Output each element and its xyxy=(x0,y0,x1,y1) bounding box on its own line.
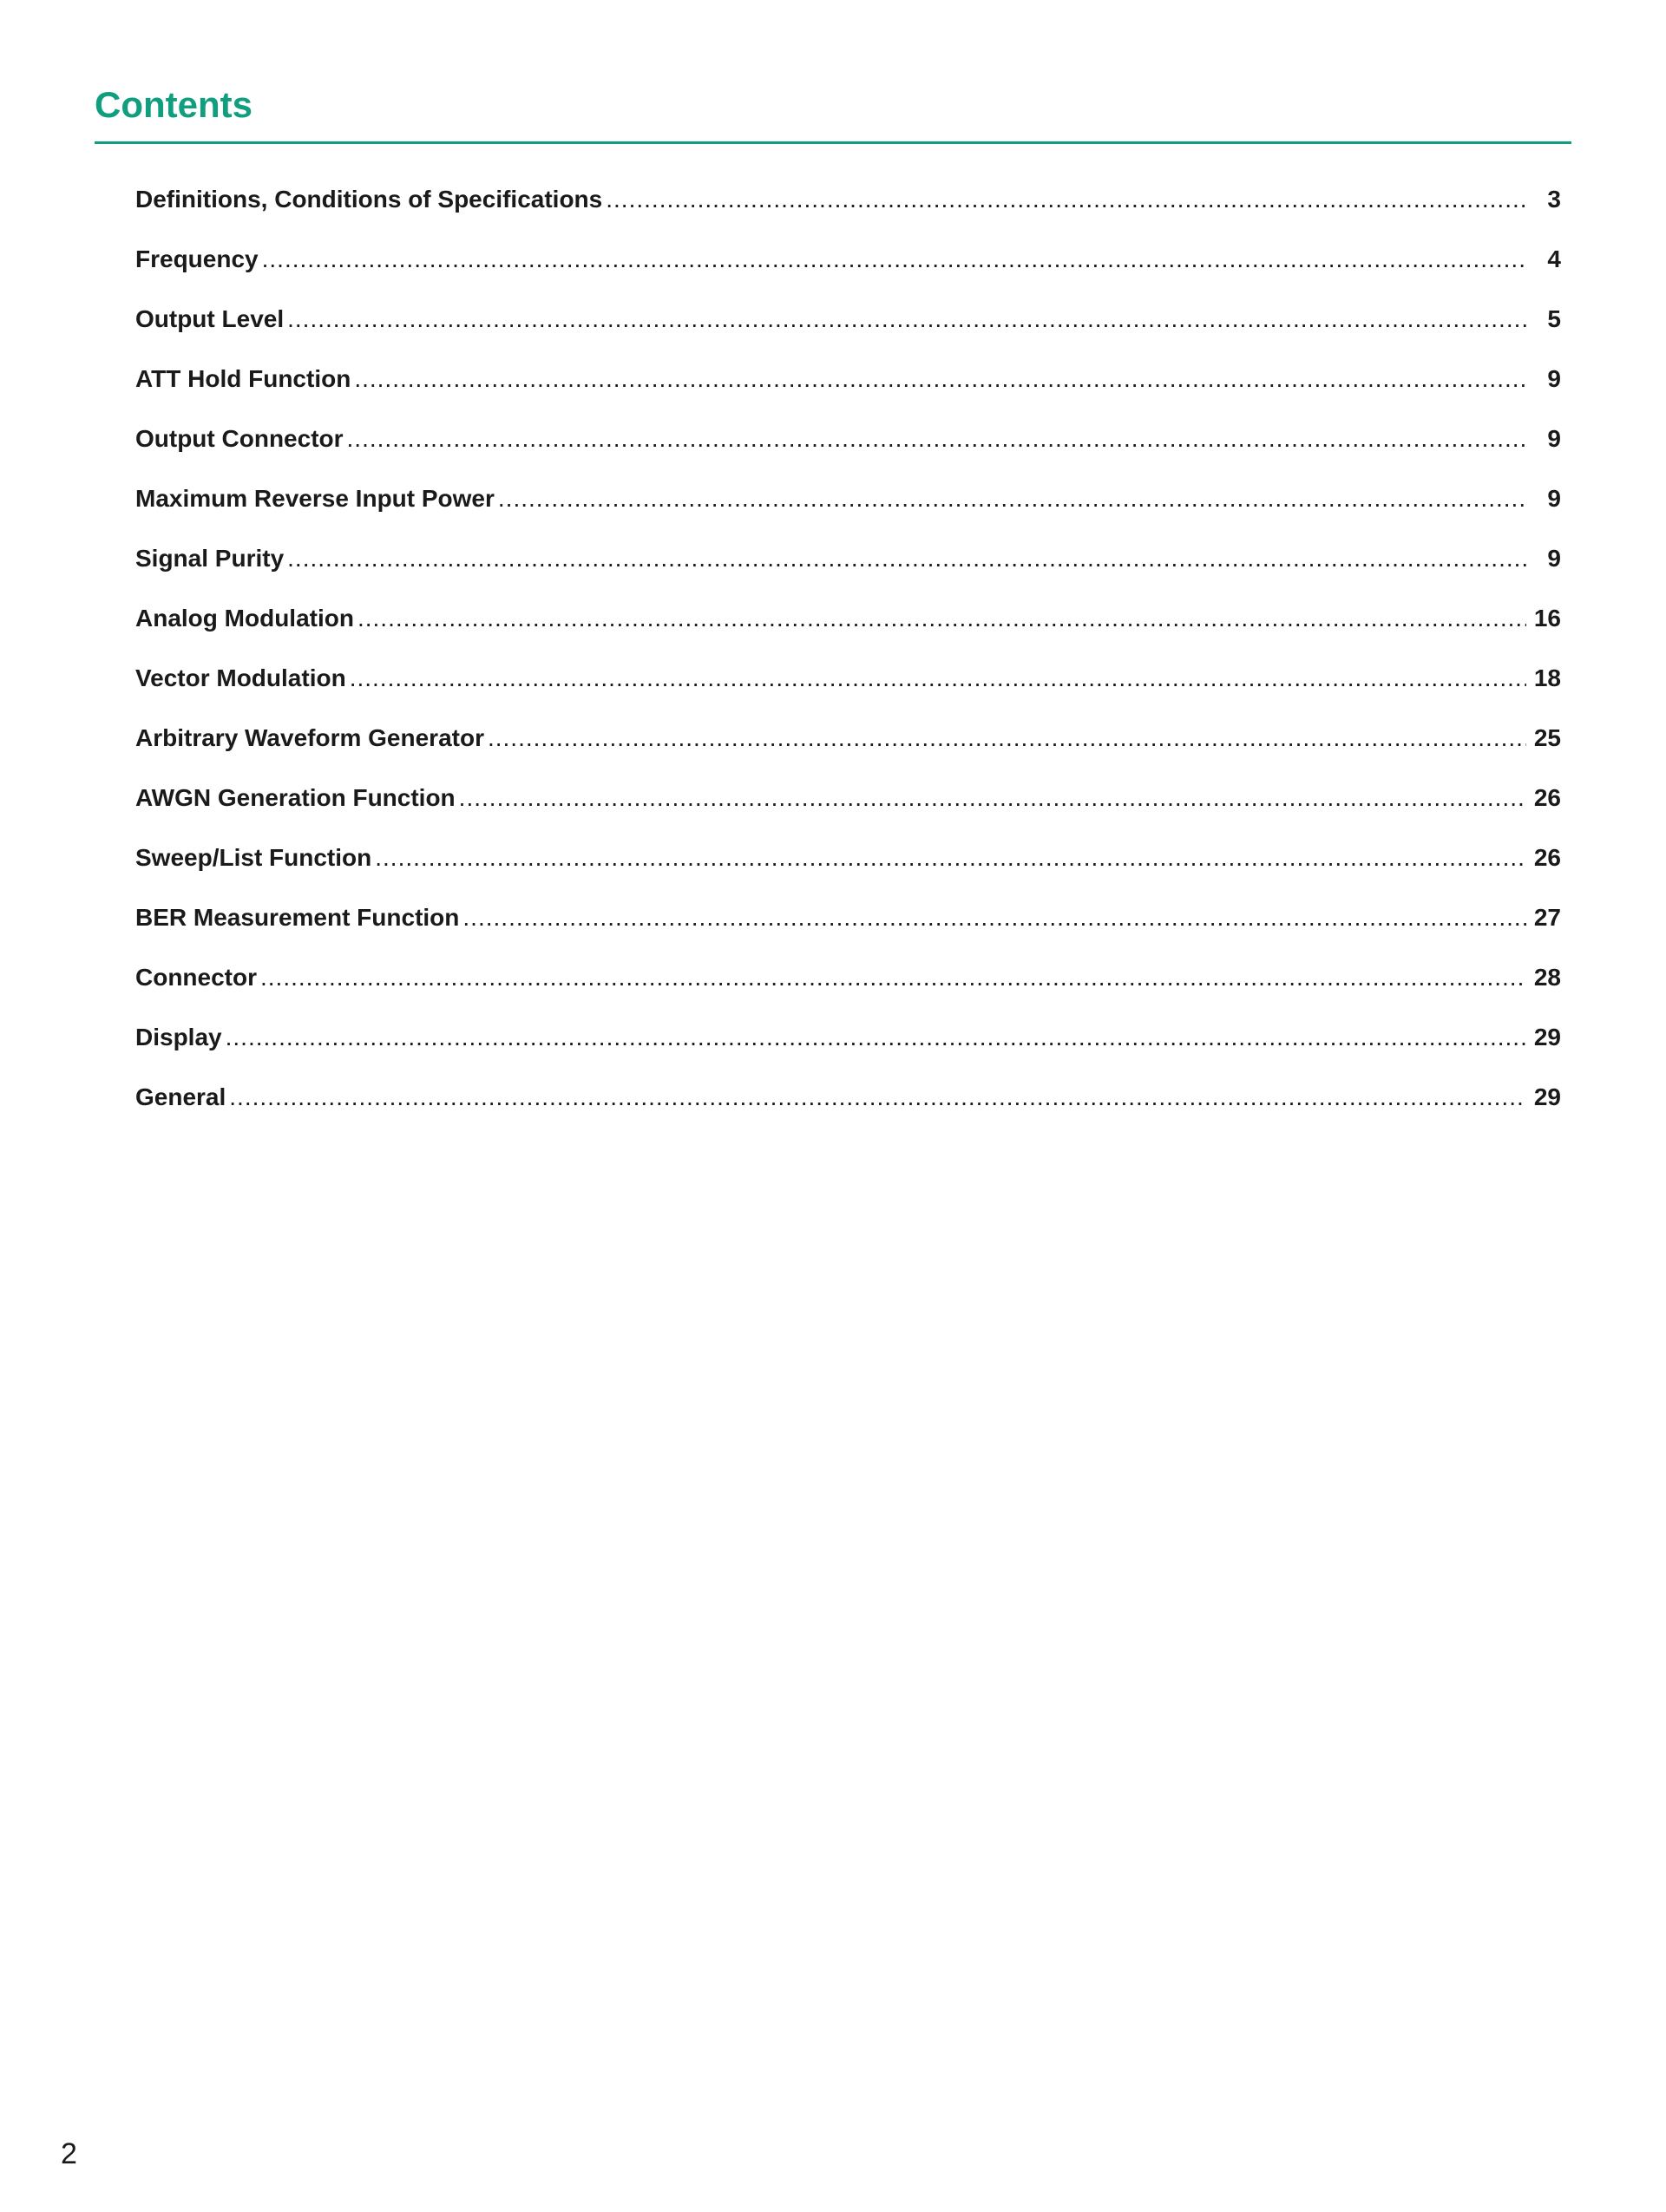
toc-dot-leader xyxy=(287,299,1526,339)
toc-entry-page: 28 xyxy=(1533,964,1561,991)
toc-dot-leader xyxy=(260,958,1526,998)
toc-entry-page: 9 xyxy=(1547,365,1561,392)
toc-entry-label: Vector Modulation xyxy=(135,664,346,691)
toc-entry-page: 16 xyxy=(1533,605,1561,632)
table-of-contents xyxy=(135,180,1561,1137)
page-number: 2 xyxy=(61,2137,77,2170)
toc-dot-leader xyxy=(262,239,1526,279)
toc-entry-page: 9 xyxy=(1547,425,1561,452)
title-divider xyxy=(95,141,1571,144)
toc-entry[interactable] xyxy=(135,180,1561,239)
toc-entry[interactable] xyxy=(135,599,1561,658)
toc-dot-leader xyxy=(357,599,1526,638)
toc-entry[interactable] xyxy=(135,898,1561,958)
toc-entry-label: Connector xyxy=(135,964,257,991)
toc-entry-page: 27 xyxy=(1533,904,1561,931)
toc-entry-label: Sweep/List Function xyxy=(135,844,372,871)
toc-entry-page: 25 xyxy=(1533,724,1561,751)
toc-entry[interactable] xyxy=(135,299,1561,359)
toc-dot-leader xyxy=(347,419,1526,459)
toc-entry-page: 26 xyxy=(1533,844,1561,871)
toc-entry-page: 3 xyxy=(1547,186,1561,213)
toc-entry-page: 9 xyxy=(1547,545,1561,572)
page-title: Contents xyxy=(95,84,253,125)
toc-dot-leader xyxy=(606,180,1526,219)
toc-entry-label: Output Level xyxy=(135,305,285,332)
toc-entry[interactable] xyxy=(135,778,1561,838)
toc-dot-leader xyxy=(462,898,1526,938)
toc-entry-label: Output Connector xyxy=(135,425,344,452)
toc-entry-page: 9 xyxy=(1547,485,1561,512)
toc-entry[interactable] xyxy=(135,718,1561,778)
toc-dot-leader xyxy=(459,778,1526,818)
toc-entry-label: Signal Purity xyxy=(135,545,285,572)
toc-dot-leader xyxy=(287,539,1526,579)
toc-dot-leader xyxy=(375,838,1526,878)
toc-dot-leader xyxy=(350,658,1526,698)
toc-entry[interactable] xyxy=(135,658,1561,718)
toc-entry[interactable] xyxy=(135,539,1561,599)
toc-entry[interactable] xyxy=(135,479,1561,539)
toc-entry-label: Frequency xyxy=(135,245,259,272)
toc-entry-page: 26 xyxy=(1533,784,1561,811)
toc-entry-label: BER Measurement Function xyxy=(135,904,460,931)
toc-dot-leader xyxy=(488,718,1526,758)
toc-entry-label: Display xyxy=(135,1024,222,1050)
toc-entry[interactable] xyxy=(135,1018,1561,1077)
toc-entry[interactable] xyxy=(135,359,1561,419)
toc-dot-leader xyxy=(226,1018,1526,1057)
toc-entry-label: Arbitrary Waveform Generator xyxy=(135,724,484,751)
toc-entry[interactable] xyxy=(135,838,1561,898)
toc-entry-page: 29 xyxy=(1533,1083,1561,1110)
toc-entry-page: 29 xyxy=(1533,1024,1561,1050)
toc-entry-label: ATT Hold Function xyxy=(135,365,351,392)
toc-entry-label: Analog Modulation xyxy=(135,605,354,632)
toc-dot-leader xyxy=(498,479,1526,519)
toc-entry-label: Definitions, Conditions of Specifications xyxy=(135,186,603,213)
toc-entry[interactable] xyxy=(135,1077,1561,1137)
toc-dot-leader xyxy=(354,359,1526,399)
toc-entry-page: 5 xyxy=(1547,305,1561,332)
toc-entry[interactable] xyxy=(135,239,1561,299)
toc-entry-page: 18 xyxy=(1533,664,1561,691)
toc-entry-page: 4 xyxy=(1547,245,1561,272)
toc-entry-label: Maximum Reverse Input Power xyxy=(135,485,495,512)
toc-entry[interactable] xyxy=(135,958,1561,1018)
toc-entry-label: General xyxy=(135,1083,226,1110)
toc-entry-label: AWGN Generation Function xyxy=(135,784,456,811)
toc-dot-leader xyxy=(229,1077,1526,1117)
toc-entry[interactable] xyxy=(135,419,1561,479)
